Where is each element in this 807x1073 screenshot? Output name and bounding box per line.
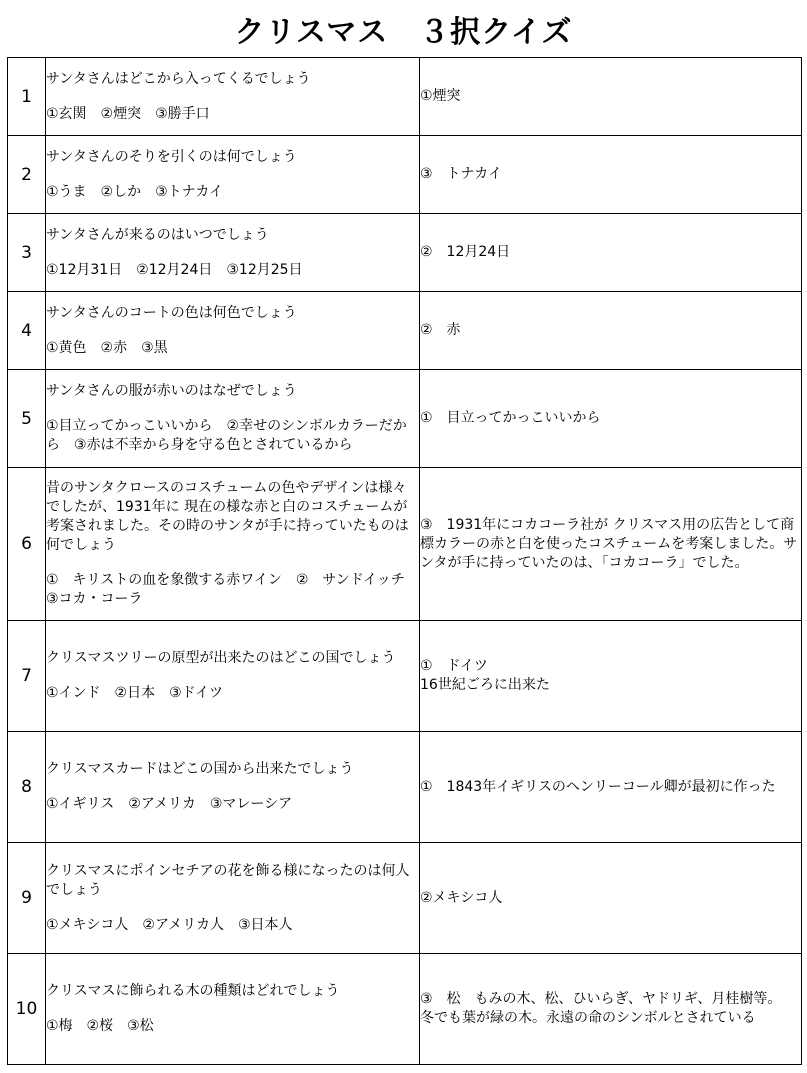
answer-cell — [420, 214, 802, 292]
table-row — [8, 843, 802, 954]
answer-options: ①黄色 ②赤 ③黒 — [46, 339, 168, 356]
answer-text: ②メキシコ人 — [420, 889, 503, 906]
answer-text: ③ トナカイ — [420, 166, 502, 182]
question-number: 6 — [8, 468, 46, 621]
answer-cell — [420, 292, 802, 370]
question-cell — [46, 621, 420, 732]
answer-options: ①インド ②日本 ③ドイツ — [46, 685, 223, 701]
question-cell — [46, 292, 420, 370]
table-row — [8, 468, 802, 621]
question-number: 3 — [8, 214, 46, 292]
answer-options: ①メキシコ人 ②アメリカ人 ③日本人 — [46, 916, 293, 933]
question-cell — [46, 732, 420, 843]
answer-options: ① キリストの血を象徴する赤ワイン ② サンドイッチ ③コカ・コーラ — [46, 572, 419, 607]
question-text: サンタさんが来るのはいつでしょう — [46, 226, 269, 243]
answer-cell — [420, 58, 802, 136]
question-number: 9 — [8, 843, 46, 954]
answer-cell — [420, 370, 802, 468]
question-number: 4 — [8, 292, 46, 370]
answer-cell — [420, 468, 802, 621]
question-number: 10 — [8, 954, 46, 1065]
question-text: サンタさんの服が赤いのはなぜでしょう — [46, 383, 297, 399]
question-cell — [46, 954, 420, 1065]
question-text: サンタさんはどこから入ってくるでしょう — [46, 70, 311, 87]
answer-options: ①梅 ②桜 ③松 — [46, 1018, 154, 1034]
table-row — [8, 214, 802, 292]
answer-cell — [420, 136, 802, 214]
answer-cell — [420, 843, 802, 954]
answer-text: ② 赤 — [420, 322, 461, 338]
question-number: 8 — [8, 732, 46, 843]
answer-text: ③ 1931年にコカコーラ社が クリスマス用の広告として商標カラーの赤と白を使ったコスチュームを考案しました。サンタが手に持っていたのは、「コカコーラ」でした。 — [420, 516, 798, 571]
answer-text: ①煙突 — [420, 88, 461, 104]
answer-text: ② 12月24日 — [420, 244, 511, 260]
question-text: クリスマスカードはどこの国から出来たでしょう — [46, 761, 354, 777]
table-row — [8, 292, 802, 370]
table-row — [8, 732, 802, 843]
answer-options: ①イギリス ②アメリカ ③マレーシア — [46, 796, 293, 812]
answer-cell — [420, 954, 802, 1065]
question-number: 5 — [8, 370, 46, 468]
answer-text: ③ 松 もみの木、松、ひいらぎ、ヤドリギ、月桂樹等。 冬でも葉が緑の木。永遠の命のシンボルとされている — [420, 991, 782, 1026]
question-text: サンタさんのコートの色は何色でしょう — [46, 304, 297, 321]
table-row — [8, 621, 802, 732]
table-row — [8, 370, 802, 468]
question-number: 2 — [8, 136, 46, 214]
answer-options: ①うま ②しか ③トナカイ — [46, 183, 223, 200]
table-row — [8, 954, 802, 1065]
question-text: クリスマスにポインセチアの花を飾る様になったのは何人でしょう — [46, 862, 410, 898]
question-cell — [46, 214, 420, 292]
question-text: クリスマスツリーの原型が出来たのはどこの国でしょう — [46, 650, 396, 666]
answer-text: ① 目立ってかっこいいから — [420, 410, 601, 426]
question-cell — [46, 136, 420, 214]
answer-cell — [420, 621, 802, 732]
answer-options: ①目立ってかっこいいから ②幸せのシンボルカラーだから ③赤は不幸から身を守る色とされているから — [46, 418, 407, 453]
question-cell — [46, 468, 420, 621]
table-row — [8, 136, 802, 214]
question-text: サンタさんのそりを引くのは何でしょう — [46, 148, 297, 165]
answer-options: ①12月31日 ②12月24日 ③12月25日 — [46, 261, 303, 278]
answer-text: ① ドイツ 16世紀ごろに出来た — [420, 658, 550, 693]
question-text: クリスマスに飾られる木の種類はどれでしょう — [46, 983, 340, 999]
answer-cell — [420, 732, 802, 843]
question-cell — [46, 843, 420, 954]
quiz-table — [7, 57, 802, 1065]
question-cell — [46, 370, 420, 468]
answer-options: ①玄関 ②煙突 ③勝手口 — [46, 105, 210, 122]
question-cell — [46, 58, 420, 136]
answer-text: ① 1843年イギリスのヘンリーコール卿が最初に作った — [420, 778, 776, 795]
question-text: 昔のサンタクロースのコスチュームの色やデザインは様々でしたが、1931年に 現在の様な赤と白のコスチュームが考案されました。その時のサンタが手に持っていたものは何でしょう — [46, 480, 409, 553]
table-row — [8, 58, 802, 136]
question-number: 1 — [8, 58, 46, 136]
question-number: 7 — [8, 621, 46, 732]
page-title: クリスマス ３択クイズ — [234, 15, 573, 50]
